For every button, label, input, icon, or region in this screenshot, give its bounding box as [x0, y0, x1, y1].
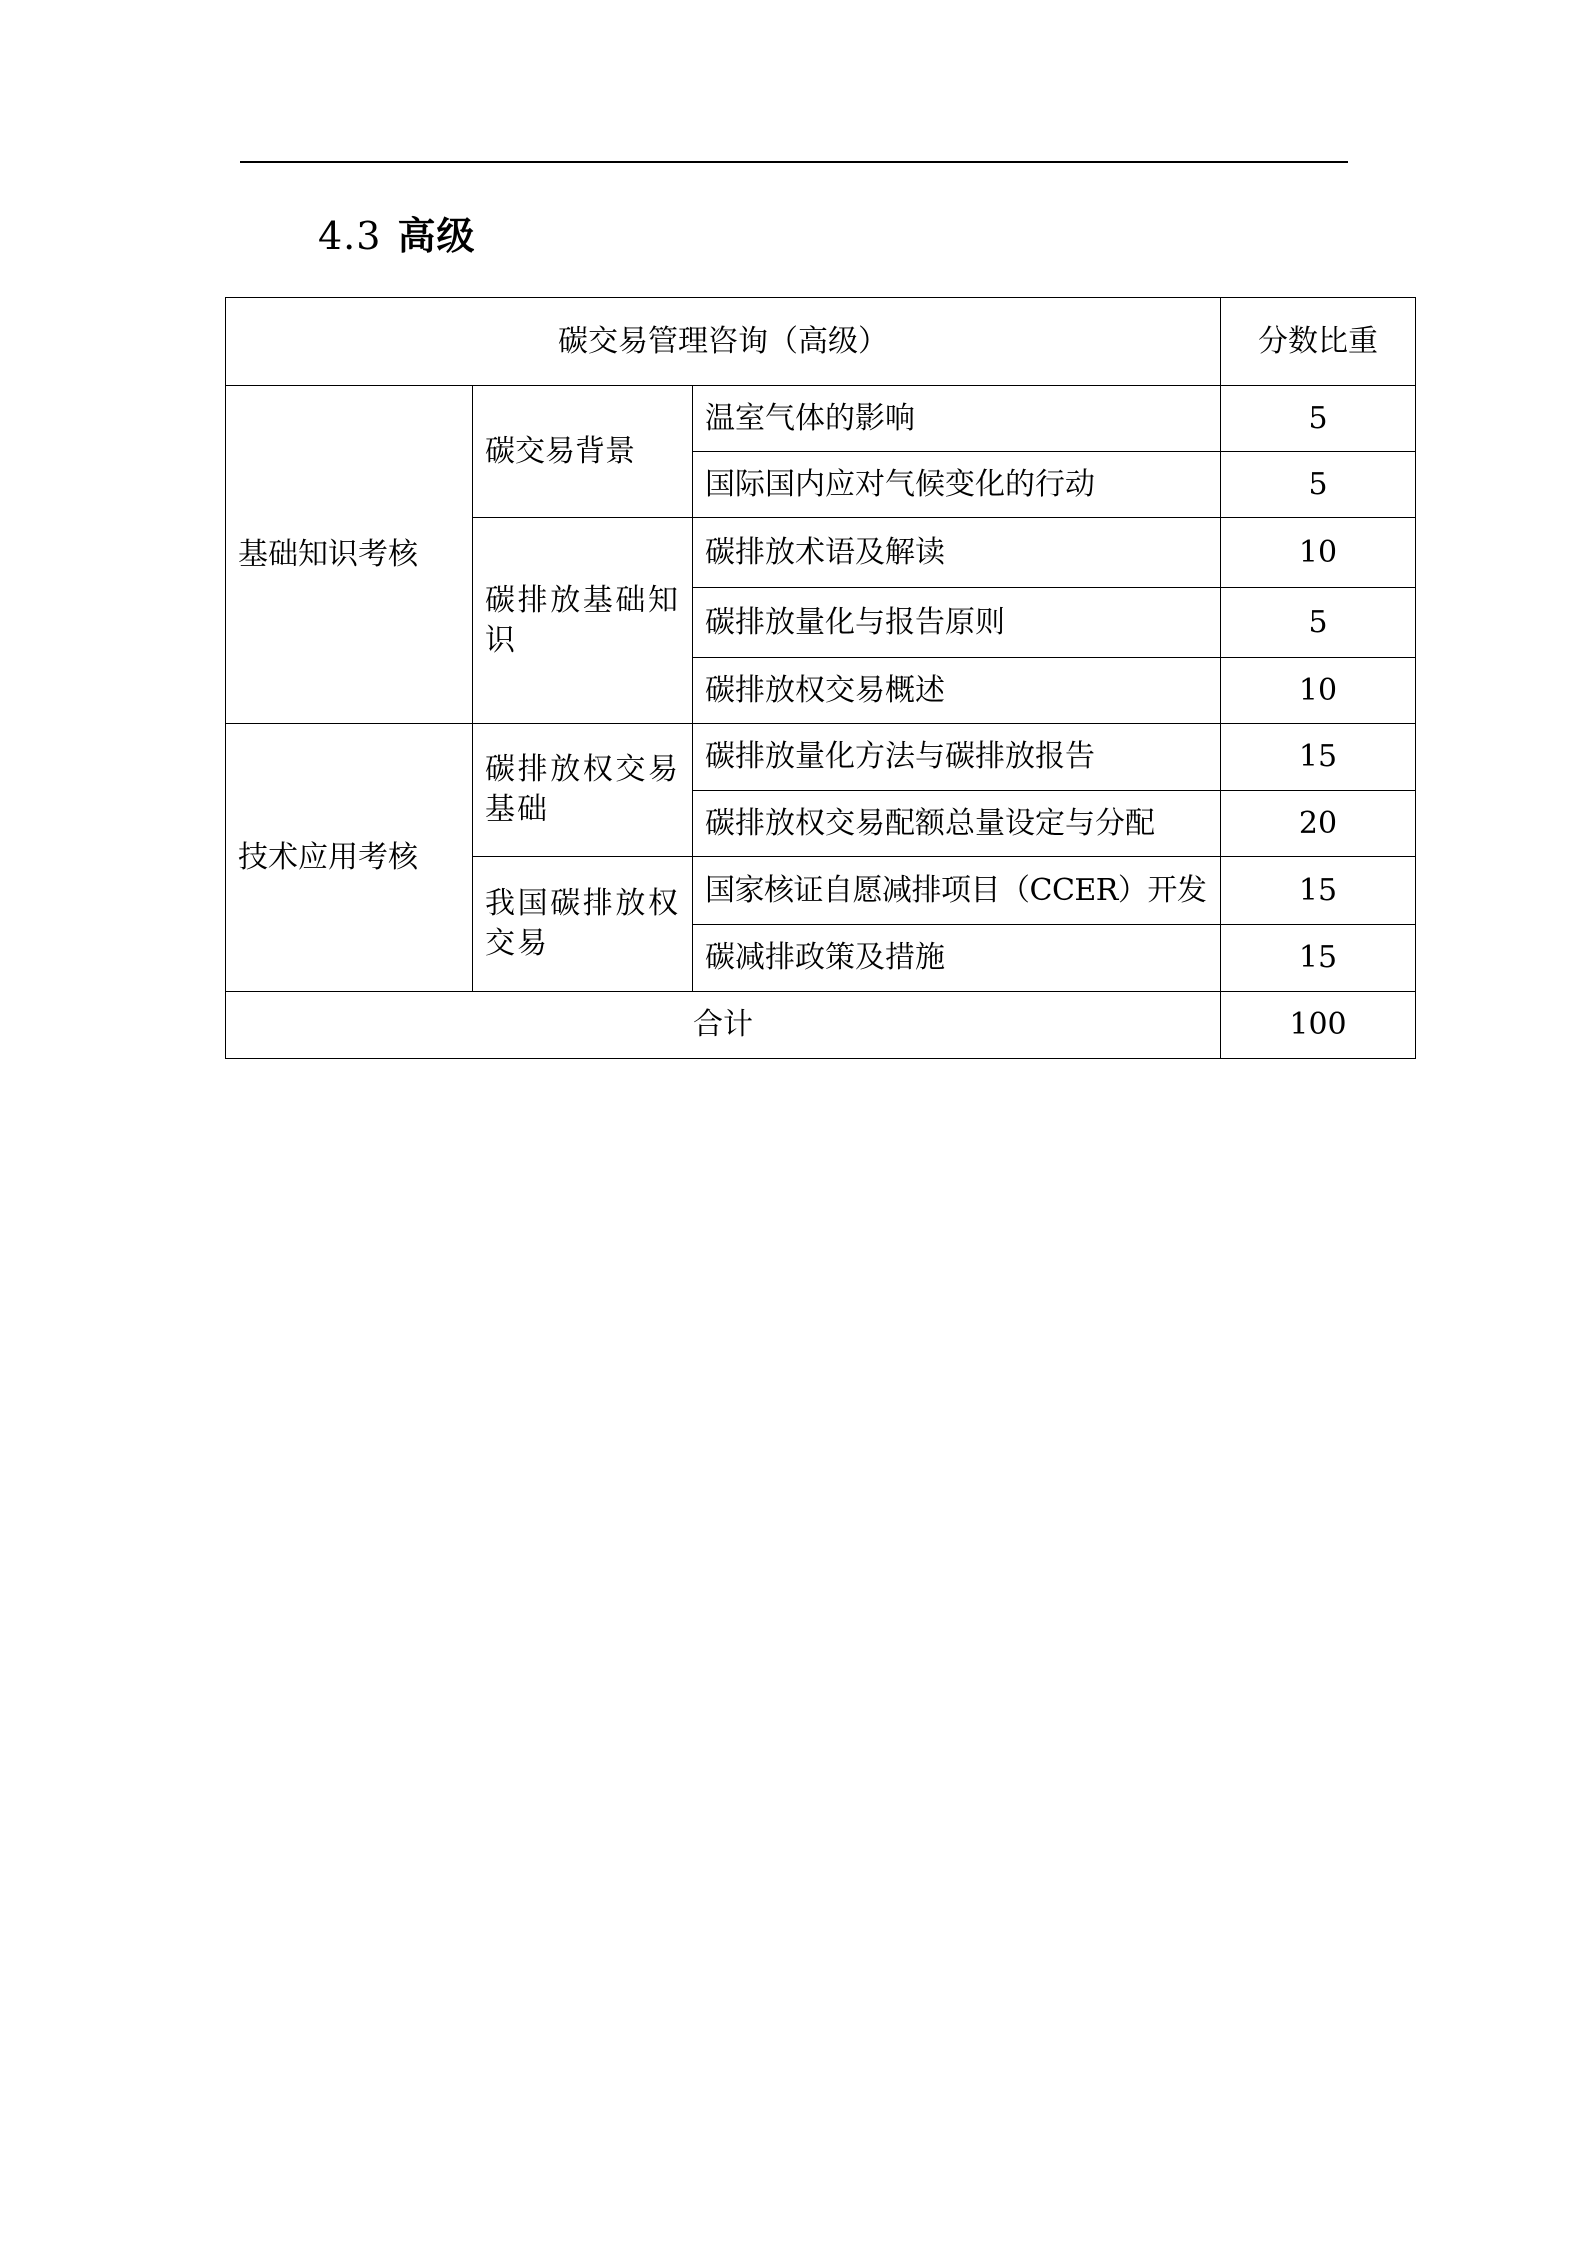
- topic-cell: 碳排放量化方法与碳排放报告: [693, 724, 1221, 791]
- section-number: 4.3: [318, 214, 382, 258]
- table-title-cell: 碳交易管理咨询（高级）: [226, 298, 1221, 386]
- section-heading: [318, 205, 475, 260]
- score-cell: 5: [1221, 386, 1416, 452]
- subgroup-label-cell: 我国碳排放权交易: [473, 857, 693, 992]
- total-label-cell: 合计: [226, 992, 1221, 1059]
- score-cell: 15: [1221, 925, 1416, 992]
- topic-cell: 碳排放量化与报告原则: [693, 588, 1221, 658]
- topic-cell: 国际国内应对气候变化的行动: [693, 452, 1221, 518]
- topic-cell: 碳排放权交易概述: [693, 658, 1221, 724]
- topic-cell: 碳减排政策及措施: [693, 925, 1221, 992]
- topic-cell: 碳排放术语及解读: [693, 518, 1221, 588]
- subgroup-label-cell: 碳交易背景: [473, 386, 693, 518]
- subgroup-label-cell: 碳排放基础知识: [473, 518, 693, 724]
- header-rule: [240, 161, 1348, 163]
- topic-cell: 国家核证自愿减排项目（CCER）开发: [693, 857, 1221, 925]
- weight-header-cell: 分数比重: [1221, 298, 1416, 386]
- score-cell: 5: [1221, 588, 1416, 658]
- topic-cell: 碳排放权交易配额总量设定与分配: [693, 791, 1221, 857]
- score-weight-table: [225, 297, 1416, 1059]
- score-cell: 5: [1221, 452, 1416, 518]
- table-header-row: [226, 298, 1416, 386]
- section-title: 高级: [397, 213, 476, 258]
- total-score-cell: 100: [1221, 992, 1416, 1059]
- table-row: [226, 386, 1416, 452]
- score-cell: 20: [1221, 791, 1416, 857]
- score-cell: 10: [1221, 518, 1416, 588]
- table-row: [226, 724, 1416, 791]
- table-total-row: [226, 992, 1416, 1059]
- subgroup-label-cell: 碳排放权交易基础: [473, 724, 693, 857]
- score-cell: 15: [1221, 857, 1416, 925]
- score-cell: 15: [1221, 724, 1416, 791]
- group-label-cell: 技术应用考核: [226, 724, 473, 992]
- topic-cell: 温室气体的影响: [693, 386, 1221, 452]
- group-label-cell: 基础知识考核: [226, 386, 473, 724]
- score-cell: 10: [1221, 658, 1416, 724]
